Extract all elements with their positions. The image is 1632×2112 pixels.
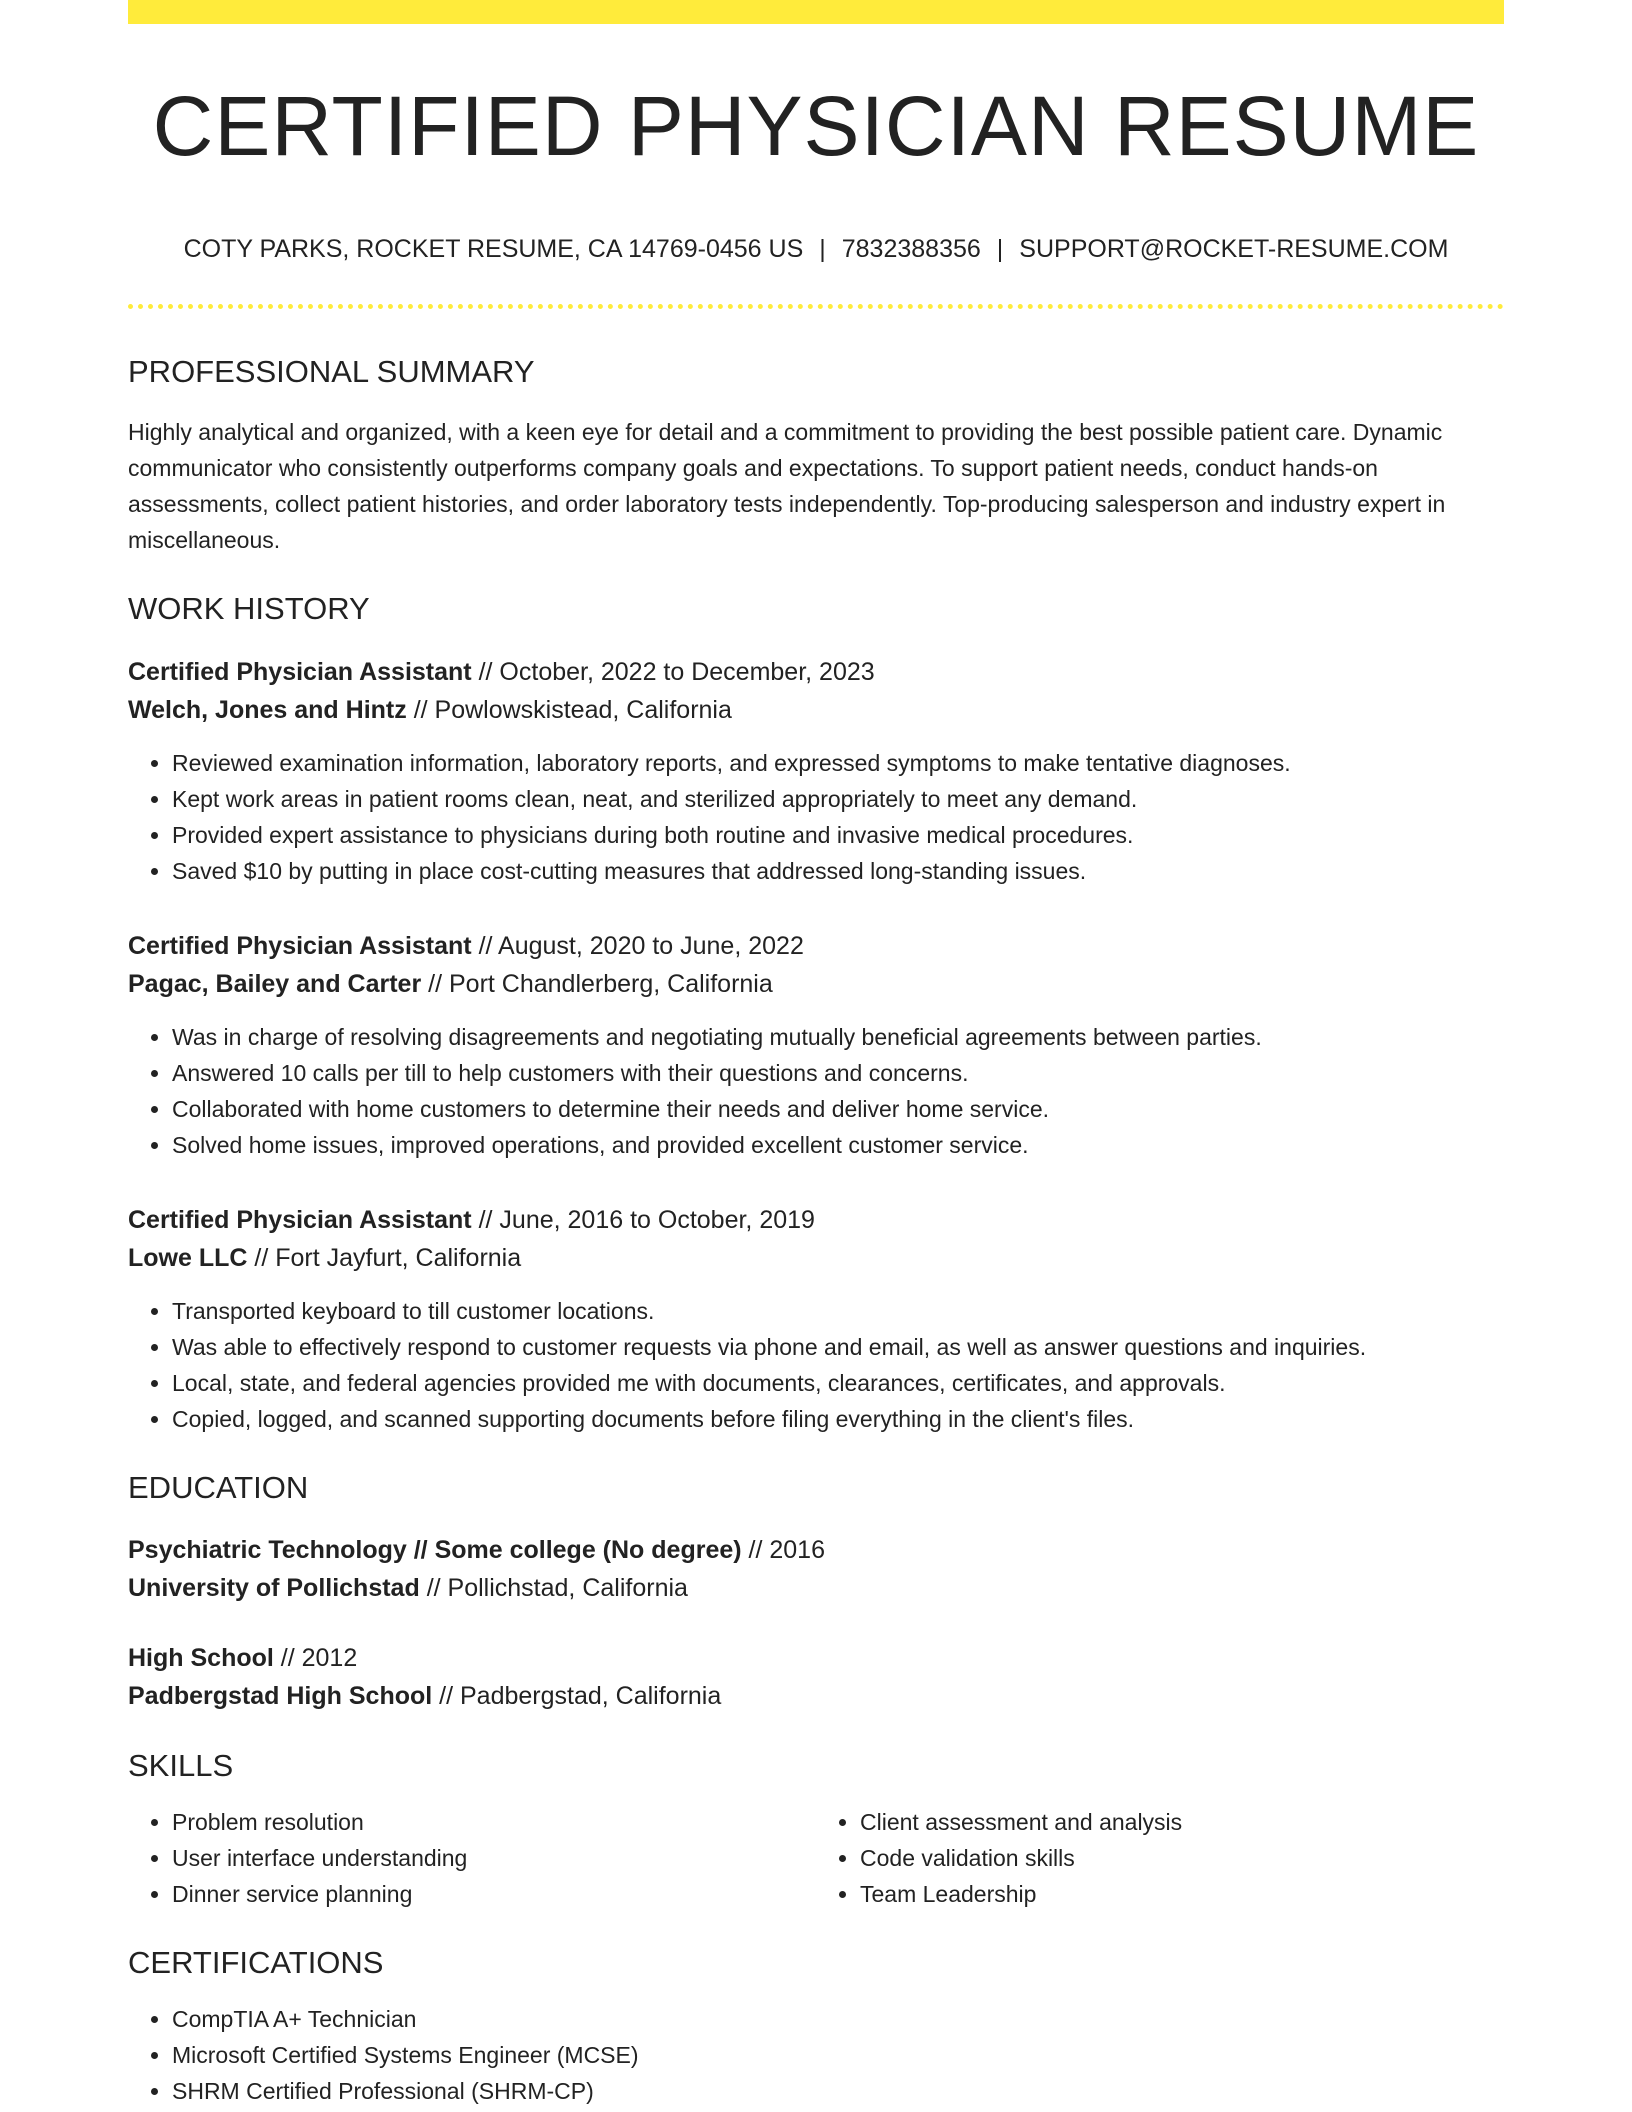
job-entry <box>128 653 1504 889</box>
job-title: Certified Physician Assistant <box>128 932 472 961</box>
job-location: // Port Chandlerberg, California <box>421 970 773 999</box>
job-bullets <box>128 745 1504 889</box>
list-item: • Saved $10 by putting in place cost-cutting measures that addressed long-standing issues. <box>172 853 1504 889</box>
education-location: // Padbergstad, California <box>432 1681 722 1710</box>
contact-phone: 7832388356 <box>841 235 981 263</box>
contact-email: SUPPORT@ROCKET-RESUME.COM <box>1019 235 1449 263</box>
job-employer-line <box>128 965 1504 1003</box>
education-degree-line <box>128 1531 1504 1569</box>
skills-list-left <box>128 1804 816 1912</box>
job-bullets <box>128 1019 1504 1163</box>
list-item: • Provided expert assistance to physicians during both routine and invasive medical procedures. <box>172 817 1504 853</box>
job-title: Certified Physician Assistant <box>128 658 472 687</box>
list-item: • Solved home issues, improved operations, and provided excellent customer service. <box>172 1127 1504 1163</box>
list-item: • SHRM Certified Professional (SHRM-CP) <box>172 2073 1504 2109</box>
list-item: • Client assessment and analysis <box>860 1804 1504 1840</box>
education-degree-line <box>128 1639 1504 1677</box>
contact-separator: | <box>819 235 826 263</box>
list-item: • User interface understanding <box>172 1840 816 1876</box>
job-title-line <box>128 927 1504 965</box>
accent-top-bar <box>128 0 1504 24</box>
section-heading-education: EDUCATION <box>128 1470 309 1506</box>
list-item: • Microsoft Certified Systems Engineer (MCSE) <box>172 2037 1504 2073</box>
resume-title: CERTIFIED PHYSICIAN RESUME <box>152 79 1480 173</box>
list-item: • Copied, logged, and scanned supporting documents before filing everything in the client's files. <box>172 1401 1504 1437</box>
education-year: // 2016 <box>741 1535 825 1564</box>
job-employer: Lowe LLC <box>128 1244 248 1273</box>
education-entry <box>128 1531 1504 1607</box>
job-location: // Fort Jayfurt, California <box>247 1244 522 1273</box>
list-item: • Collaborated with home customers to determine their needs and deliver home service. <box>172 1091 1504 1127</box>
job-dates: // June, 2016 to October, 2019 <box>471 1206 815 1235</box>
education-degree: High School <box>128 1643 274 1672</box>
list-item: • Transported keyboard to till customer locations. <box>172 1293 1504 1329</box>
certifications-list <box>128 2001 1504 2109</box>
list-item: • Was in charge of resolving disagreements and negotiating mutually beneficial agreements between parties. <box>172 1019 1504 1055</box>
list-item: • Dinner service planning <box>172 1876 816 1912</box>
list-item: • Problem resolution <box>172 1804 816 1840</box>
job-employer-line <box>128 1239 1504 1277</box>
job-employer: Pagac, Bailey and Carter <box>128 970 422 999</box>
education-location: // Pollichstad, California <box>419 1573 688 1602</box>
skills-list-right <box>816 1804 1504 1912</box>
skills-grid <box>128 1804 1504 1912</box>
job-employer-line <box>128 691 1504 729</box>
dotted-divider <box>128 304 1504 309</box>
job-bullets <box>128 1293 1504 1437</box>
job-location: // Powlowskistead, California <box>406 696 732 725</box>
job-dates: // October, 2022 to December, 2023 <box>471 658 875 687</box>
education-year: // 2012 <box>273 1643 358 1672</box>
resume-page <box>128 0 1504 2109</box>
summary-text: Highly analytical and organized, with a keen eye for detail and a commitment to providing the best possible patient care. Dynamic communicator who consistently outperforms company goals and expectations. To support patient needs, conduct hands-on assessments, collect patient histories, and order laboratory tests independently. Top-producing salesperson and industry expert in miscellaneous. <box>128 419 1446 554</box>
list-item: • Reviewed examination information, laboratory reports, and expressed symptoms to make tentative diagnoses. <box>172 745 1504 781</box>
list-item: • Team Leadership <box>860 1876 1504 1912</box>
contact-line <box>128 234 1504 264</box>
list-item: • Was able to effectively respond to customer requests via phone and email, as well as answer questions and inquiries. <box>172 1329 1504 1365</box>
education-school: University of Pollichstad <box>128 1573 420 1602</box>
section-heading-summary: PROFESSIONAL SUMMARY <box>128 354 535 389</box>
education-degree: Psychiatric Technology // Some college (No degree) <box>128 1535 742 1564</box>
list-item: • Kept work areas in patient rooms clean, neat, and sterilized appropriately to meet any demand. <box>172 781 1504 817</box>
job-entry <box>128 927 1504 1163</box>
education-entry <box>128 1639 1504 1715</box>
list-item: • Local, state, and federal agencies provided me with documents, clearances, certificates, and approvals. <box>172 1365 1504 1401</box>
list-item: • Answered 10 calls per till to help customers with their questions and concerns. <box>172 1055 1504 1091</box>
list-item: • Code validation skills <box>860 1840 1504 1876</box>
education-school: Padbergstad High School <box>128 1681 433 1710</box>
contact-address: COTY PARKS, ROCKET RESUME, CA 14769-0456 US <box>183 235 804 263</box>
job-title-line <box>128 1201 1504 1239</box>
job-title-line <box>128 653 1504 691</box>
section-heading-skills: SKILLS <box>128 1747 234 1783</box>
certifications-section <box>128 1944 1504 2109</box>
education-school-line <box>128 1569 1504 1607</box>
job-dates: // August, 2020 to June, 2022 <box>471 932 804 961</box>
section-heading-certifications: CERTIFICATIONS <box>128 1944 384 1980</box>
list-item: • CompTIA A+ Technician <box>172 2001 1504 2037</box>
contact-separator: | <box>996 235 1004 263</box>
job-employer: Welch, Jones and Hintz <box>128 696 407 725</box>
job-title: Certified Physician Assistant <box>128 1206 472 1235</box>
education-school-line <box>128 1677 1504 1715</box>
section-heading-work: WORK HISTORY <box>128 591 370 627</box>
job-entry <box>128 1201 1504 1437</box>
